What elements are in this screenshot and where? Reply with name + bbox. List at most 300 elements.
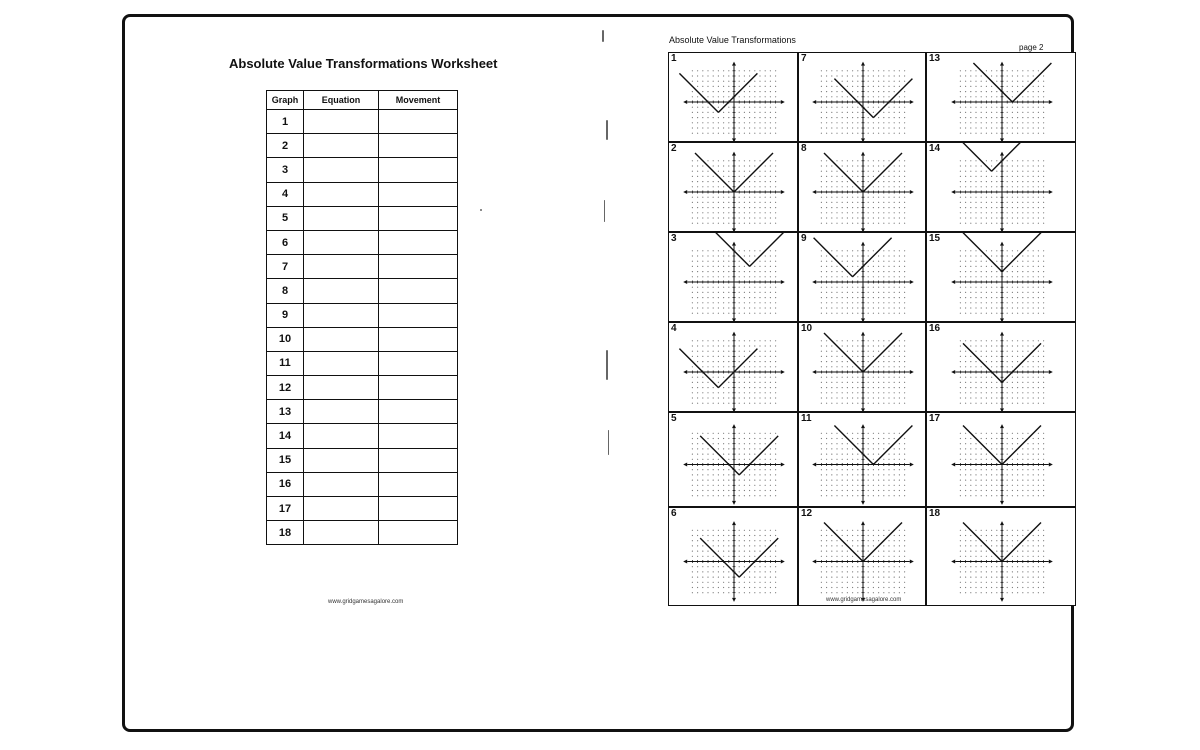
movement-cell[interactable] — [379, 400, 458, 424]
grid-dot — [775, 86, 776, 87]
grid-dot — [744, 96, 745, 97]
grid-dot — [847, 340, 848, 341]
grid-dot — [1012, 223, 1013, 224]
grid-dot — [702, 454, 703, 455]
grid-dot — [826, 91, 827, 92]
grid-dot — [981, 403, 982, 404]
equation-cell[interactable] — [304, 110, 379, 134]
grid-dot — [697, 345, 698, 346]
grid-dot — [775, 545, 776, 546]
grid-dot — [718, 107, 719, 108]
grid-dot — [1043, 469, 1044, 470]
grid-dot — [707, 271, 708, 272]
grid-dot — [1022, 117, 1023, 118]
grid-dot — [1022, 255, 1023, 256]
grid-dot — [868, 490, 869, 491]
movement-cell[interactable] — [379, 497, 458, 521]
grid-dot — [744, 212, 745, 213]
grid-dot — [857, 302, 858, 303]
grid-dot — [1038, 250, 1039, 251]
movement-cell[interactable] — [379, 521, 458, 545]
grid-dot — [1043, 377, 1044, 378]
grid-dot — [765, 469, 766, 470]
grid-dot — [996, 307, 997, 308]
grid-dot — [723, 387, 724, 388]
grid-dot — [765, 582, 766, 583]
grid-dot — [826, 165, 827, 166]
equation-cell[interactable] — [304, 206, 379, 230]
grid-dot — [826, 217, 827, 218]
grid-dot — [697, 122, 698, 123]
graph-cell — [668, 142, 798, 232]
grid-dot — [831, 261, 832, 262]
grid-dot — [852, 165, 853, 166]
grid-dot — [702, 223, 703, 224]
grid-dot — [965, 160, 966, 161]
grid-dot — [986, 127, 987, 128]
movement-cell[interactable] — [379, 206, 458, 230]
grid-dot — [894, 86, 895, 87]
grid-dot — [718, 382, 719, 383]
x-arrow-right — [781, 100, 785, 104]
equation-cell[interactable] — [304, 448, 379, 472]
grid-dot — [1038, 171, 1039, 172]
grid-dot — [718, 485, 719, 486]
grid-dot — [1017, 495, 1018, 496]
grid-dot — [960, 459, 961, 460]
grid-dot — [883, 127, 884, 128]
grid-dot — [868, 587, 869, 588]
grid-dot — [965, 307, 966, 308]
equation-cell[interactable] — [304, 255, 379, 279]
grid-dot — [852, 377, 853, 378]
grid-dot — [960, 176, 961, 177]
grid-dot — [899, 207, 900, 208]
v-graph-right-branch — [718, 73, 757, 112]
grid-dot — [960, 551, 961, 552]
grid-dot — [749, 480, 750, 481]
grid-dot — [1033, 495, 1034, 496]
grid-dot — [744, 207, 745, 208]
movement-cell[interactable] — [379, 303, 458, 327]
grid-dot — [728, 181, 729, 182]
grid-dot — [960, 443, 961, 444]
grid-dot — [883, 551, 884, 552]
grid-dot — [888, 438, 889, 439]
equation-cell[interactable] — [304, 134, 379, 158]
grid-dot — [692, 160, 693, 161]
grid-dot — [692, 181, 693, 182]
equation-cell[interactable] — [304, 279, 379, 303]
grid-dot — [883, 361, 884, 362]
grid-dot — [868, 91, 869, 92]
grid-dot — [868, 356, 869, 357]
grid-dot — [718, 530, 719, 531]
grid-dot — [1012, 122, 1013, 123]
grid-dot — [857, 160, 858, 161]
movement-cell[interactable] — [379, 255, 458, 279]
grid-dot — [826, 485, 827, 486]
grid-dot — [991, 266, 992, 267]
grid-dot — [749, 387, 750, 388]
movement-cell[interactable] — [379, 182, 458, 206]
grid-dot — [1017, 271, 1018, 272]
grid-dot — [754, 181, 755, 182]
equation-cell[interactable] — [304, 497, 379, 521]
grid-dot — [728, 70, 729, 71]
grid-dot — [697, 392, 698, 393]
grid-dot — [1012, 127, 1013, 128]
grid-dot — [868, 351, 869, 352]
grid-dot — [868, 207, 869, 208]
grid-dot — [749, 261, 750, 262]
grid-dot — [842, 345, 843, 346]
grid-dot — [1038, 212, 1039, 213]
movement-cell[interactable] — [379, 158, 458, 182]
grid-dot — [1043, 387, 1044, 388]
grid-dot — [739, 176, 740, 177]
movement-cell[interactable] — [379, 230, 458, 254]
grid-dot — [986, 535, 987, 536]
grid-dot — [831, 202, 832, 203]
grid-dot — [899, 165, 900, 166]
equation-cell[interactable] — [304, 424, 379, 448]
grid-dot — [770, 582, 771, 583]
grid-dot — [878, 133, 879, 134]
equation-cell[interactable] — [304, 376, 379, 400]
grid-dot — [1038, 448, 1039, 449]
grid-dot — [713, 454, 714, 455]
left-footer-url: www.gridgamesagalore.com — [328, 599, 404, 605]
grid-dot — [739, 75, 740, 76]
equation-cell[interactable] — [304, 351, 379, 375]
grid-dot — [831, 122, 832, 123]
grid-dot — [1007, 530, 1008, 531]
grid-dot — [775, 448, 776, 449]
grid-dot — [765, 397, 766, 398]
grid-dot — [842, 292, 843, 293]
graph-cell — [798, 322, 926, 412]
grid-dot — [986, 223, 987, 224]
grid-dot — [842, 117, 843, 118]
grid-dot — [883, 403, 884, 404]
y-arrow-up — [861, 424, 865, 428]
grid-dot — [873, 75, 874, 76]
grid-dot — [894, 377, 895, 378]
equation-cell[interactable] — [304, 472, 379, 496]
grid-dot — [852, 345, 853, 346]
grid-dot — [878, 266, 879, 267]
grid-dot — [975, 133, 976, 134]
grid-dot — [765, 255, 766, 256]
grid-dot — [888, 171, 889, 172]
grid-dot — [744, 223, 745, 224]
grid-dot — [826, 545, 827, 546]
equation-cell[interactable] — [304, 327, 379, 351]
grid-dot — [904, 351, 905, 352]
grid-dot — [852, 186, 853, 187]
grid-dot — [899, 351, 900, 352]
grid-dot — [986, 345, 987, 346]
grid-dot — [873, 535, 874, 536]
grid-dot — [707, 433, 708, 434]
grid-dot — [1017, 551, 1018, 552]
grid-dot — [739, 443, 740, 444]
grid-dot — [878, 551, 879, 552]
grid-dot — [857, 540, 858, 541]
grid-dot — [836, 469, 837, 470]
grid-dot — [1038, 207, 1039, 208]
grid-dot — [713, 587, 714, 588]
grid-dot — [960, 297, 961, 298]
movement-cell[interactable] — [379, 376, 458, 400]
grid-dot — [707, 469, 708, 470]
grid-dot — [888, 392, 889, 393]
grid-dot — [1027, 127, 1028, 128]
grid-dot — [723, 397, 724, 398]
y-arrow-up — [732, 242, 736, 246]
grid-dot — [692, 387, 693, 388]
grid-dot — [770, 266, 771, 267]
grid-dot — [821, 382, 822, 383]
grid-dot — [1038, 540, 1039, 541]
grid-dot — [744, 577, 745, 578]
grid-dot — [1038, 361, 1039, 362]
table-row — [267, 110, 458, 134]
grid-dot — [847, 313, 848, 314]
grid-dot — [888, 403, 889, 404]
grid-dot — [1038, 566, 1039, 567]
grid-dot — [996, 70, 997, 71]
grid-dot — [888, 250, 889, 251]
grid-dot — [702, 535, 703, 536]
movement-cell[interactable] — [379, 351, 458, 375]
grid-dot — [831, 176, 832, 177]
grid-dot — [960, 377, 961, 378]
grid-dot — [970, 356, 971, 357]
grid-dot — [1033, 266, 1034, 267]
grid-dot — [970, 345, 971, 346]
equation-cell[interactable] — [304, 158, 379, 182]
grid-dot — [718, 545, 719, 546]
grid-dot — [744, 454, 745, 455]
grid-dot — [765, 122, 766, 123]
grid-dot — [991, 197, 992, 198]
grid-dot — [842, 377, 843, 378]
grid-dot — [1017, 176, 1018, 177]
grid-dot — [975, 186, 976, 187]
grid-dot — [770, 212, 771, 213]
grid-dot — [723, 592, 724, 593]
grid-dot — [692, 392, 693, 393]
movement-cell[interactable] — [379, 424, 458, 448]
equation-cell[interactable] — [304, 303, 379, 327]
grid-dot — [991, 107, 992, 108]
grid-dot — [826, 70, 827, 71]
grid-dot — [770, 571, 771, 572]
grid-dot — [1012, 91, 1013, 92]
grid-dot — [770, 86, 771, 87]
grid-dot — [1022, 545, 1023, 546]
grid-dot — [826, 556, 827, 557]
grid-dot — [826, 387, 827, 388]
grid-dot — [996, 91, 997, 92]
grid-dot — [1027, 165, 1028, 166]
grid-dot — [826, 392, 827, 393]
grid-dot — [960, 70, 961, 71]
grid-dot — [692, 540, 693, 541]
grid-dot — [996, 361, 997, 362]
grid-dot — [857, 276, 858, 277]
grid-dot — [697, 535, 698, 536]
grid-dot — [1017, 223, 1018, 224]
grid-dot — [852, 403, 853, 404]
grid-dot — [878, 530, 879, 531]
grid-dot — [878, 217, 879, 218]
grid-dot — [883, 212, 884, 213]
grid-dot — [883, 535, 884, 536]
grid-dot — [718, 160, 719, 161]
right-footer-url: www.gridgamesagalore.com — [826, 597, 902, 603]
grid-dot — [754, 266, 755, 267]
movement-cell[interactable] — [379, 134, 458, 158]
grid-dot — [899, 474, 900, 475]
grid-dot — [1007, 469, 1008, 470]
grid-dot — [1007, 81, 1008, 82]
grid-dot — [728, 112, 729, 113]
grid-dot — [1012, 387, 1013, 388]
grid-dot — [975, 392, 976, 393]
movement-cell[interactable] — [379, 279, 458, 303]
grid-dot — [857, 307, 858, 308]
grid-dot — [759, 469, 760, 470]
grid-dot — [775, 551, 776, 552]
grid-dot — [970, 582, 971, 583]
grid-dot — [975, 160, 976, 161]
grid-dot — [1043, 448, 1044, 449]
grid-dot — [754, 217, 755, 218]
grid-dot — [1027, 433, 1028, 434]
movement-cell[interactable] — [379, 472, 458, 496]
grid-dot — [702, 459, 703, 460]
grid-dot — [692, 382, 693, 383]
grid-dot — [775, 107, 776, 108]
grid-dot — [713, 392, 714, 393]
grid-dot — [904, 197, 905, 198]
grid-dot — [765, 96, 766, 97]
grid-dot — [1017, 577, 1018, 578]
movement-cell[interactable] — [379, 110, 458, 134]
grid-dot — [888, 287, 889, 288]
grid-dot — [1027, 448, 1028, 449]
grid-dot — [728, 171, 729, 172]
grid-dot — [1022, 165, 1023, 166]
grid-dot — [970, 86, 971, 87]
grid-dot — [847, 345, 848, 346]
grid-dot — [702, 186, 703, 187]
grid-dot — [857, 454, 858, 455]
v-graph-right-branch — [1002, 426, 1041, 465]
grid-dot — [852, 217, 853, 218]
grid-dot — [702, 271, 703, 272]
grid-dot — [1012, 459, 1013, 460]
grid-dot — [975, 459, 976, 460]
grid-dot — [991, 535, 992, 536]
grid-dot — [991, 556, 992, 557]
grid-dot — [894, 112, 895, 113]
equation-cell[interactable] — [304, 182, 379, 206]
graph-cell — [798, 232, 926, 322]
grid-dot — [894, 212, 895, 213]
equation-cell[interactable] — [304, 230, 379, 254]
grid-dot — [707, 454, 708, 455]
grid-dot — [826, 356, 827, 357]
grid-dot — [991, 540, 992, 541]
equation-cell[interactable] — [304, 400, 379, 424]
grid-dot — [697, 571, 698, 572]
grid-dot — [836, 551, 837, 552]
grid-dot — [847, 392, 848, 393]
grid-dot — [1012, 197, 1013, 198]
grid-dot — [868, 302, 869, 303]
grid-dot — [904, 577, 905, 578]
table-row — [267, 134, 458, 158]
movement-cell[interactable] — [379, 327, 458, 351]
grid-dot — [904, 448, 905, 449]
grid-dot — [868, 443, 869, 444]
movement-cell[interactable] — [379, 448, 458, 472]
grid-dot — [1012, 490, 1013, 491]
grid-dot — [1017, 571, 1018, 572]
grid-dot — [868, 255, 869, 256]
grid-dot — [847, 556, 848, 557]
grid-dot — [857, 397, 858, 398]
grid-dot — [713, 433, 714, 434]
grid-dot — [713, 217, 714, 218]
grid-dot — [707, 459, 708, 460]
grid-dot — [970, 443, 971, 444]
grid-dot — [1012, 592, 1013, 593]
grid-dot — [899, 577, 900, 578]
grid-dot — [894, 75, 895, 76]
grid-dot — [970, 454, 971, 455]
grid-dot — [707, 117, 708, 118]
grid-dot — [749, 212, 750, 213]
v-graph-left-branch — [679, 349, 718, 388]
equation-cell[interactable] — [304, 521, 379, 545]
grid-dot — [842, 485, 843, 486]
grid-dot — [713, 351, 714, 352]
grid-dot — [1027, 382, 1028, 383]
grid-dot — [713, 207, 714, 208]
grid-dot — [765, 351, 766, 352]
grid-dot — [1022, 266, 1023, 267]
grid-dot — [765, 361, 766, 362]
grid-dot — [868, 96, 869, 97]
grid-dot — [904, 127, 905, 128]
grid-dot — [868, 271, 869, 272]
grid-dot — [1017, 392, 1018, 393]
grid-dot — [965, 122, 966, 123]
grid-dot — [728, 540, 729, 541]
grid-dot — [707, 186, 708, 187]
grid-dot — [852, 261, 853, 262]
y-arrow-up — [1000, 152, 1004, 156]
grid-dot — [821, 133, 822, 134]
grid-dot — [878, 340, 879, 341]
v-graph-left-branch — [824, 333, 863, 372]
grid-dot — [878, 345, 879, 346]
